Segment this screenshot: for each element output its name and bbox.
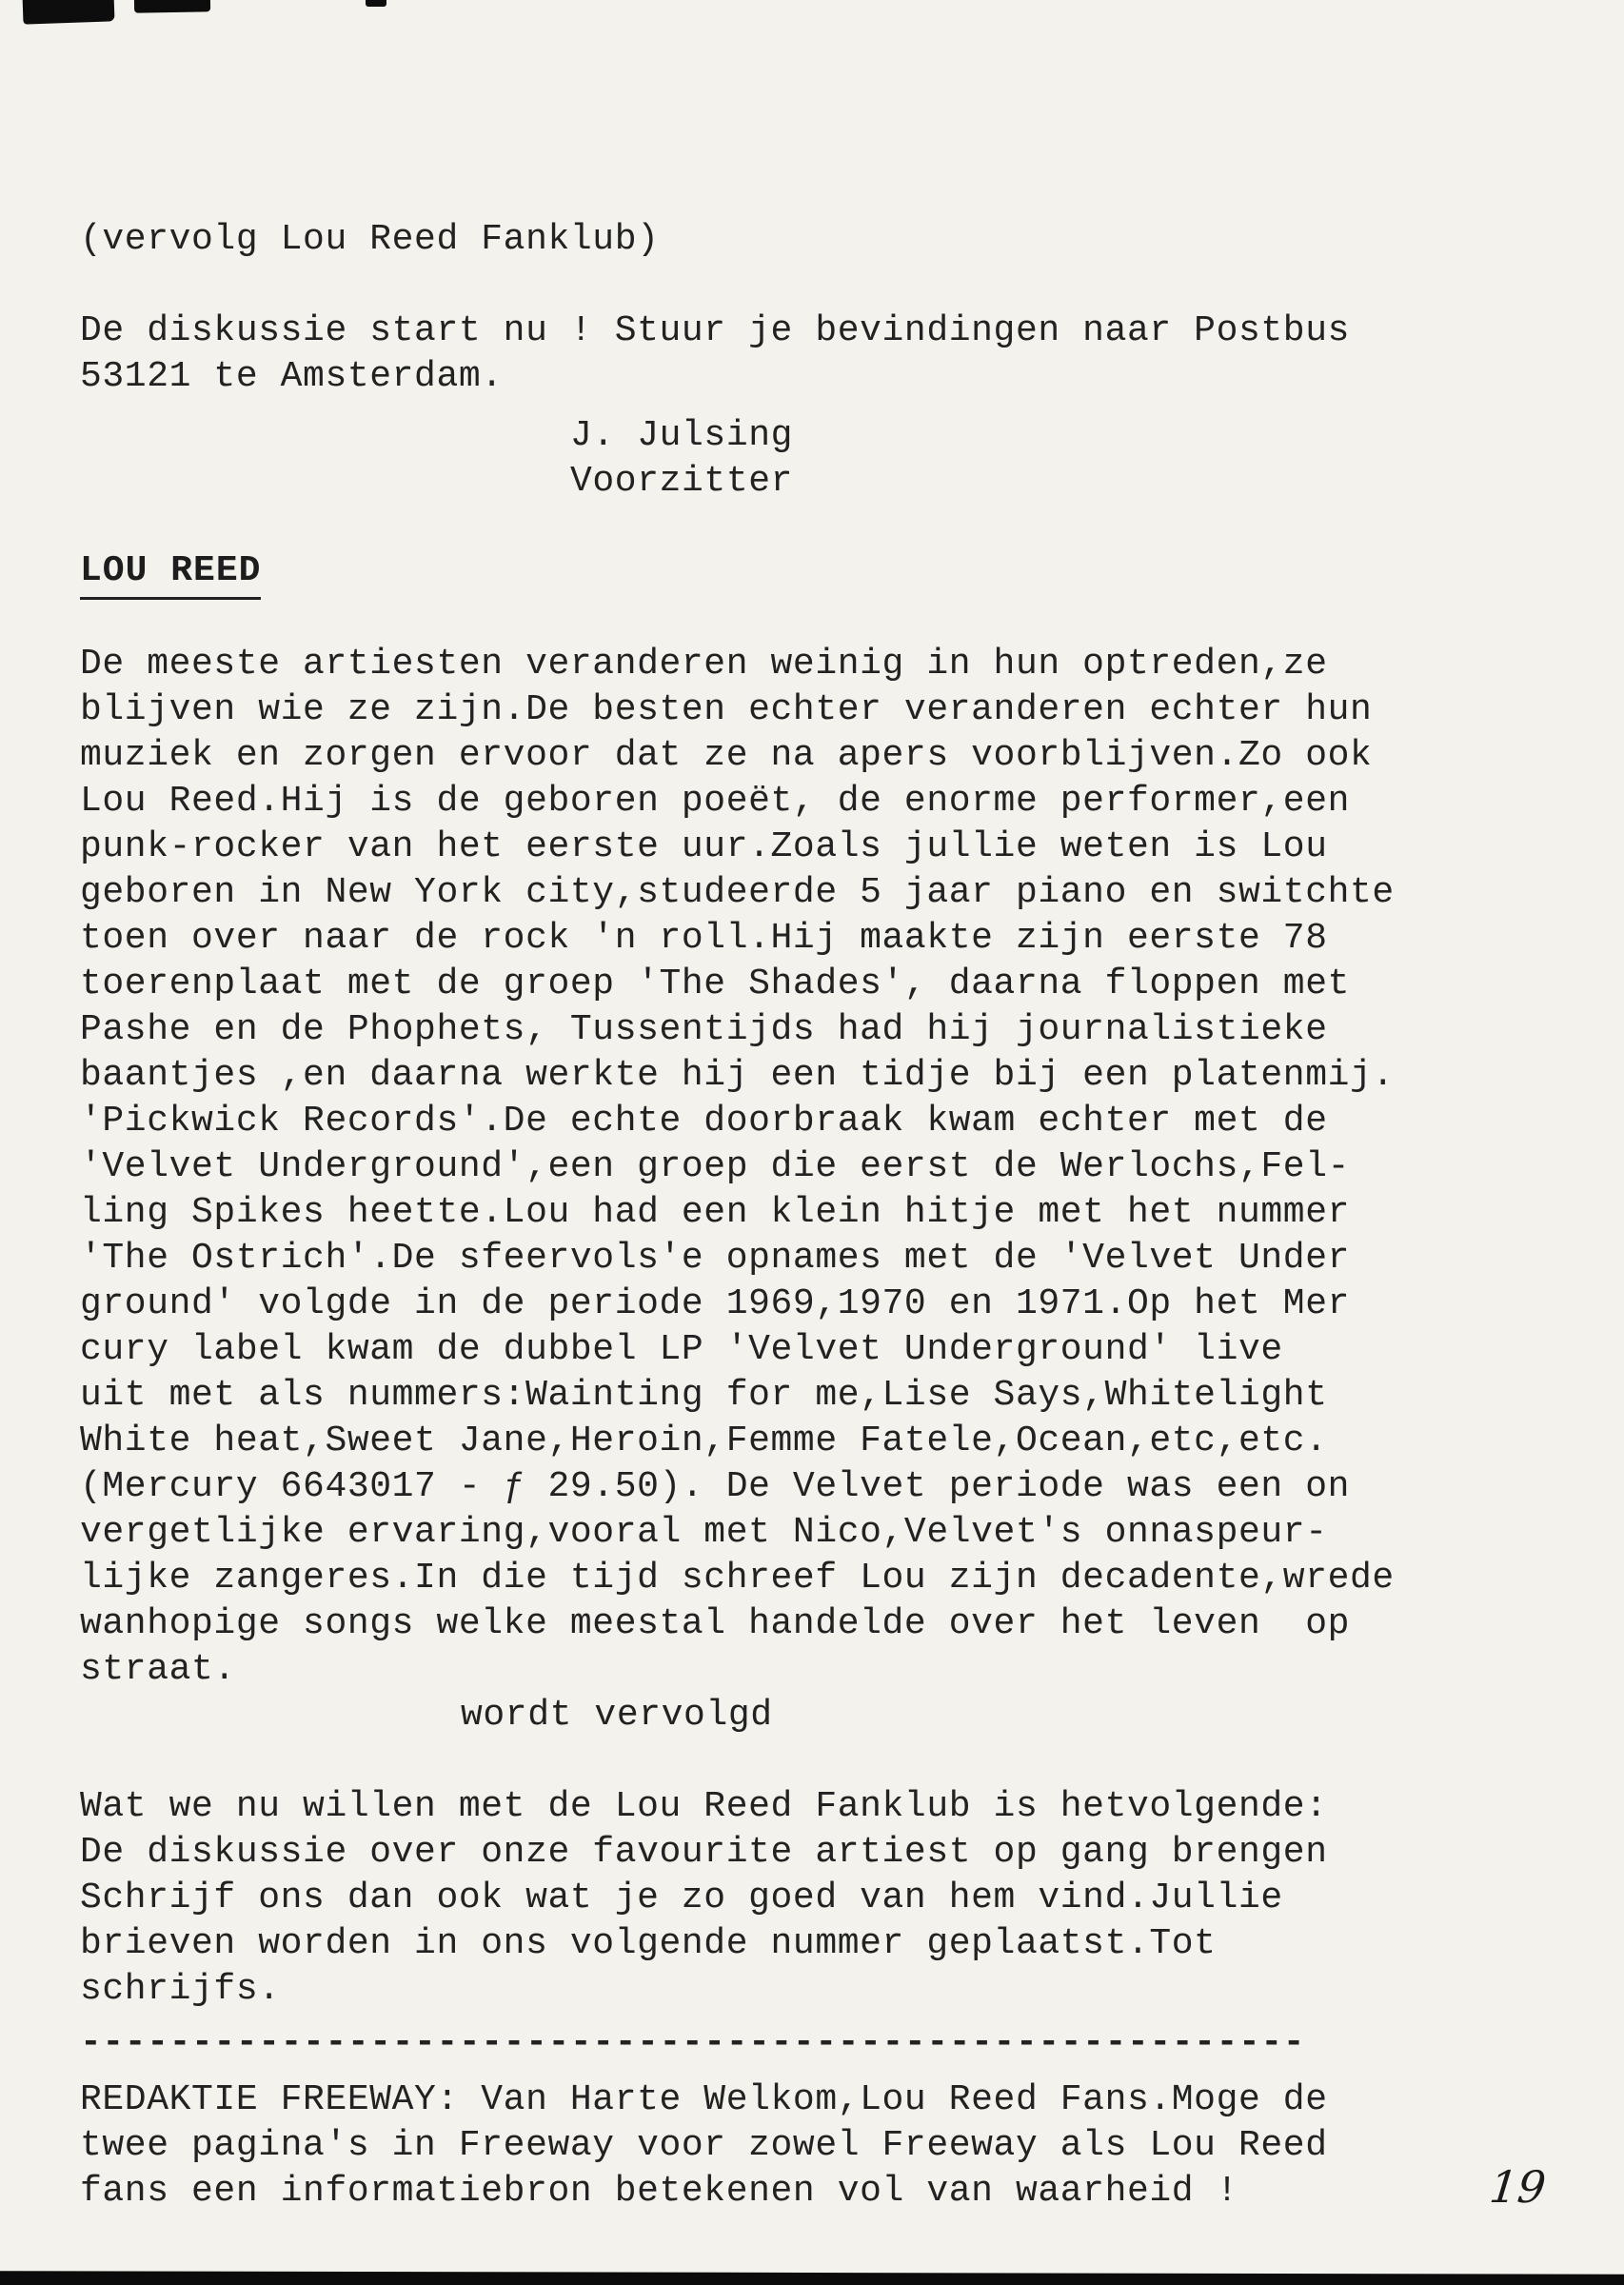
text-line: baantjes ,en daarna werkte hij een tidje bij een platenmij. xyxy=(80,1055,1395,1096)
scan-artifact xyxy=(134,0,210,13)
text-line: geboren in New York city,studeerde 5 jaar piano en switchte xyxy=(80,872,1395,913)
text-line: 'Velvet Underground',een groep die eerst de Werlochs,Fel- xyxy=(80,1146,1351,1187)
text-line: ground' volgde in de periode 1969,1970 en 1971.Op het Mer xyxy=(80,1283,1351,1324)
blank-line xyxy=(80,1739,1567,1784)
article-body xyxy=(80,642,1567,1693)
text-line: straat. xyxy=(80,1649,236,1690)
text-line: 53121 te Amsterdam. xyxy=(80,356,504,397)
editorial-note xyxy=(80,2077,1567,2215)
heading-row xyxy=(80,548,1567,600)
signature-block xyxy=(80,413,1567,505)
signature-name: J. Julsing xyxy=(570,415,794,456)
text-line: toen over naar de rock 'n roll.Hij maakte zijn eerste 78 xyxy=(80,918,1328,959)
text-line: cury label kwam de dubbel LP 'Velvet Underground' live xyxy=(80,1329,1283,1370)
page-number: 19 xyxy=(1487,2161,1549,2213)
text-line: schrijfs. xyxy=(80,1969,281,2010)
to-be-continued-note: wordt vervolgd xyxy=(461,1695,773,1736)
dashed-divider: ------------------------------------------------------- xyxy=(80,2022,1306,2063)
text-line: muziek en zorgen ervoor dat ze na apers voorblijven.Zo ook xyxy=(80,735,1373,776)
article-heading: LOU REED xyxy=(80,548,261,600)
scan-artifact xyxy=(0,2271,1624,2285)
continuation-note: (vervolg Lou Reed Fanklub) xyxy=(80,219,660,260)
text-line: uit met als nummers:Wainting for me,Lise Says,Whitelight xyxy=(80,1375,1328,1416)
text-line: lijke zangeres.In die tijd schreef Lou zijn decadente,wrede xyxy=(80,1558,1395,1599)
text-line: De meeste artiesten veranderen weinig in hun optreden,ze xyxy=(80,644,1328,685)
text-line: toerenplaat met de groep 'The Shades', daarna floppen met xyxy=(80,964,1351,1004)
text-line: 'The Ostrich'.De sfeervols'e opnames met de 'Velvet Under xyxy=(80,1238,1351,1279)
text-line: Wat we nu willen met de Lou Reed Fanklub is hetvolgende: xyxy=(80,1786,1328,1827)
text-line: (Mercury 6643017 - ƒ 29.50). De Velvet periode was een on xyxy=(80,1466,1351,1507)
text-line: Lou Reed.Hij is de geboren poeët, de enorme performer,een xyxy=(80,781,1351,822)
fanclub-call-paragraph xyxy=(80,1784,1567,2013)
text-line: ling Spikes heette.Lou had een klein hitje met het nummer xyxy=(80,1192,1351,1233)
text-line: De diskussie start nu ! Stuur je bevindingen naar Postbus xyxy=(80,310,1351,351)
text-line: punk-rocker van het eerste uur.Zoals jullie weten is Lou xyxy=(80,826,1328,867)
text-line: vergetlijke ervaring,vooral met Nico,Velvet's onnaspeur- xyxy=(80,1512,1328,1553)
text-line: REDAKTIE FREEWAY: Van Harte Welkom,Lou Reed Fans.Moge de xyxy=(80,2079,1328,2120)
text-line: wanhopige songs welke meestal handelde over het leven op xyxy=(80,1603,1351,1644)
text-line: brieven worden in ons volgende nummer geplaatst.Tot xyxy=(80,1923,1217,1964)
text-line: fans een informatiebron betekenen vol van waarheid ! xyxy=(80,2171,1238,2212)
text-line: twee pagina's in Freeway voor zowel Freeway als Lou Reed xyxy=(80,2125,1328,2166)
signature-title: Voorzitter xyxy=(570,461,794,502)
text-line: White heat,Sweet Jane,Heroin,Femme Fatele,Ocean,etc,etc. xyxy=(80,1421,1328,1461)
intro-paragraph xyxy=(80,308,1567,400)
text-line: 'Pickwick Records'.De echte doorbraak kwam echter met de xyxy=(80,1101,1328,1142)
text-line: blijven wie ze zijn.De besten echter veranderen echter hun xyxy=(80,689,1373,730)
text-line: Schrijf ons dan ook wat je zo goed van hem vind.Jullie xyxy=(80,1878,1283,1918)
text-line: Pashe en de Phophets, Tussentijds had hij journalistieke xyxy=(80,1009,1328,1050)
scan-artifact xyxy=(366,0,386,7)
scan-artifact xyxy=(23,0,115,25)
editorial-row xyxy=(80,2077,1567,2215)
text-line: De diskussie over onze favourite artiest op gang brengen xyxy=(80,1832,1328,1873)
blank-line xyxy=(80,263,1567,308)
page-content xyxy=(80,217,1567,2215)
